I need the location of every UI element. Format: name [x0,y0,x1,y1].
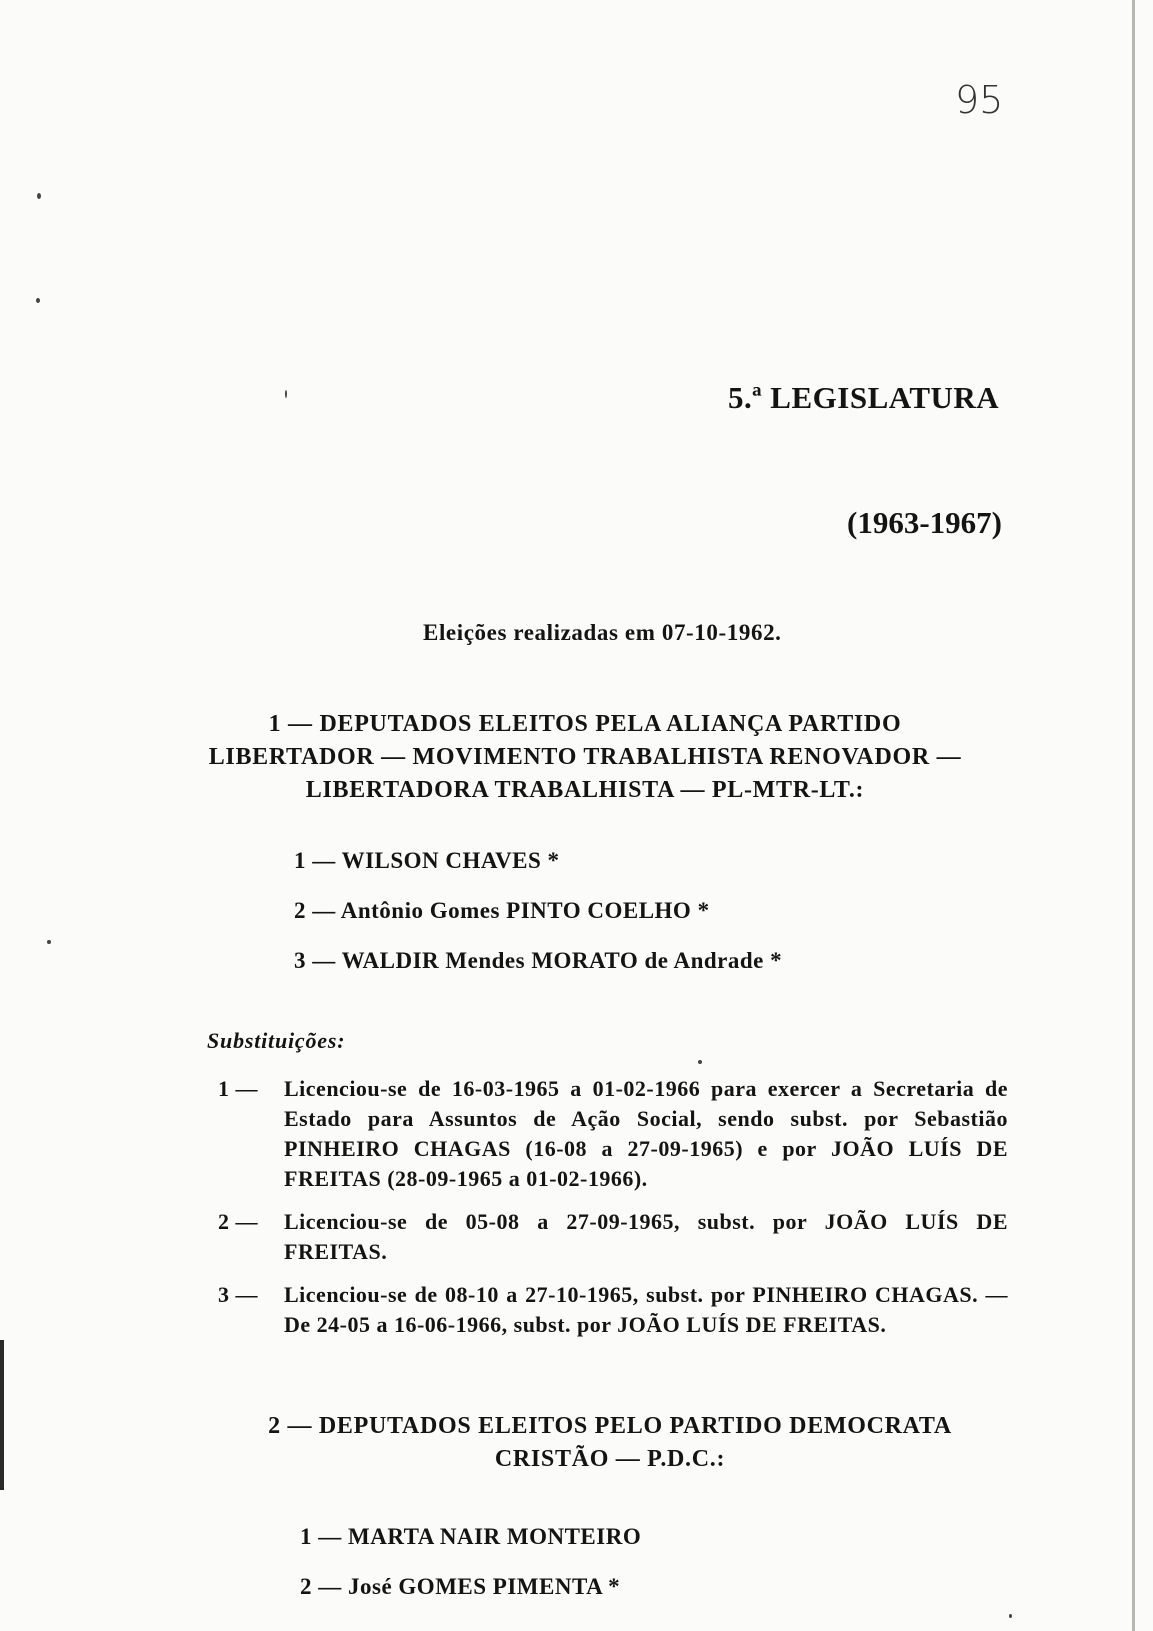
deputy-item: 2 — Antônio Gomes PINTO COELHO * [294,898,710,923]
legislature-title: 5.ª LEGISLATURA [728,380,1000,415]
substitution-number: 3 — [218,1282,258,1307]
substitutions-list [218,1074,1008,1353]
scan-speck [285,390,287,398]
party-group-heading: 2 — DEPUTADOS ELEITOS PELO PARTIDO DEMOCRATA CRISTÃO — P.D.C.: [268,1413,952,1472]
scan-speck [1009,1614,1012,1618]
scan-speck [47,940,51,944]
substitution-item [218,1280,1008,1340]
deputy-item: 1 — WILSON CHAVES * [294,848,560,873]
scan-speck [36,298,40,303]
substitution-item [218,1207,1008,1267]
substitution-number: 2 — [218,1209,258,1234]
scan-left-edge [0,0,4,1631]
scan-speck [698,1060,702,1064]
deputies-list [294,836,782,986]
deputies-list [300,1512,641,1612]
substitutions-title: Substituições: [207,1028,346,1053]
scan-right-edge [1132,0,1135,1631]
deputy-item: 3 — WALDIR Mendes MORATO de Andrade * [294,948,783,973]
page-number: 95 [955,78,1004,122]
party-group-heading: 1 — DEPUTADOS ELEITOS PELA ALIANÇA PARTIDO LIBERTADOR — MOVIMENTO TRABALHISTA RENOVADOR — LIBERTADORA TRABALHISTA — PL-MTR-LT.: [208,711,962,803]
scan-speck [37,193,41,199]
deputy-item: 2 — José GOMES PIMENTA * [300,1574,621,1599]
elections-note: Eleições realizadas em 07-10-1962. [423,620,782,645]
deputy-item: 1 — MARTA NAIR MONTEIRO [300,1524,642,1549]
substitution-number: 1 — [218,1076,258,1101]
legislature-period: (1963-1967) [847,505,1002,540]
substitution-text: Licenciou-se de 05-08 a 27-09-1965, subst. por JOÃO LUÍS DE FREITAS. [284,1209,1008,1264]
substitution-item [218,1074,1008,1194]
substitution-text: Licenciou-se de 16-03-1965 a 01-02-1966 para exercer a Secretaria de Estado para Assuntos de Ação Social, sendo subst. por Sebastião PINHEIRO CHAGAS (16-08 a 27-09-1965) e por JOÃO LUÍS DE FREITAS (28-09-1965 a 01-02-1966). [284,1076,1008,1191]
substitution-text: Licenciou-se de 08-10 a 27-10-1965, subst. por PINHEIRO CHAGAS. — De 24-05 a 16-06-1966, subst. por JOÃO LUÍS DE FREITAS. [284,1282,1008,1337]
